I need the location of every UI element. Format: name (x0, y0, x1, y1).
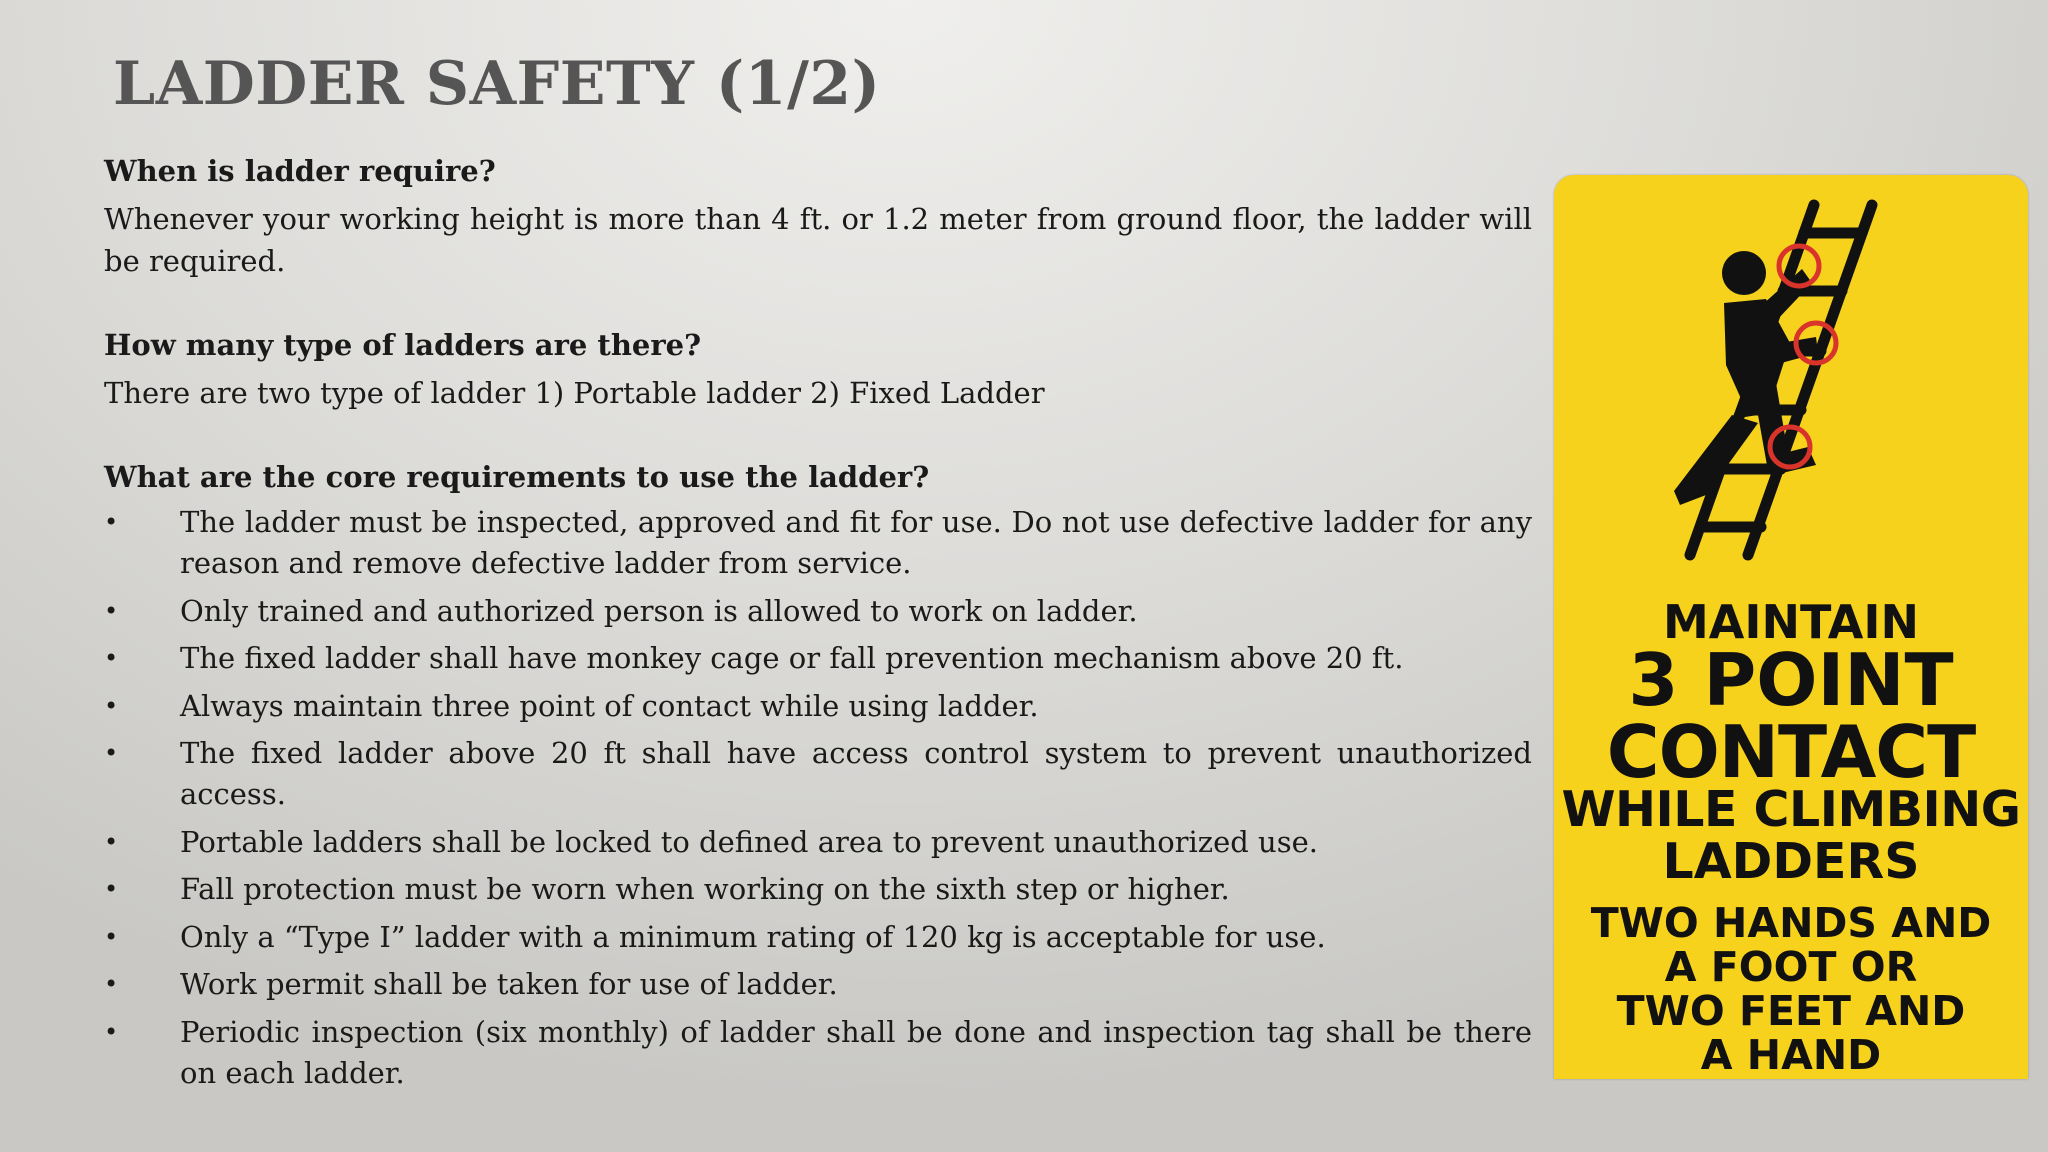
safety-sign (1554, 175, 2028, 1079)
sign-line-a-foot: A FOOT OR (1664, 943, 1918, 991)
sign-line-contact: CONTACT (1606, 710, 1976, 794)
bullet-icon: • (104, 596, 119, 625)
list-item: • The fixed ladder above 20 ft shall have access control system to prevent unauthorized access. (104, 733, 1532, 815)
list-item: • Always maintain three point of contact while using ladder. (104, 686, 1532, 727)
bullet-icon: • (104, 922, 119, 951)
slide-title: LADDER SAFETY (1/2) (113, 49, 881, 119)
slide-content (104, 150, 1532, 1100)
bullet-icon: • (104, 691, 119, 720)
list-item: • Only trained and authorized person is allowed to work on ladder. (104, 591, 1532, 632)
bullet-icon: • (104, 1017, 119, 1046)
bullet-icon: • (104, 644, 119, 672)
list-item: • Portable ladders shall be locked to defined area to prevent unauthorized use. (104, 822, 1532, 863)
section-heading-types: How many type of ladders are there? (104, 328, 702, 362)
bullet-icon: • (104, 970, 119, 998)
sign-line-two-feet: TWO FEET AND (1616, 987, 1966, 1035)
section-heading-when: When is ladder require? (104, 154, 496, 188)
bullet-icon: • (104, 508, 119, 536)
sign-line-maintain: MAINTAIN (1662, 595, 1919, 649)
bullet-icon: • (104, 827, 119, 856)
list-item: • Periodic inspection (six monthly) of ladder shall be done and inspection tag shall be there on each ladder. (104, 1012, 1532, 1094)
bullet-icon: • (104, 739, 119, 767)
section-text-types: There are two type of ladder 1) Portable ladder 2) Fixed Ladder (104, 376, 1045, 410)
requirements-list (104, 502, 1532, 1094)
section-heading-requirements: What are the core requirements to use the ladder? (104, 460, 930, 494)
list-item: • The ladder must be inspected, approved and fit for use. Do not use defective ladder for any reason and remove defective ladder from service. (104, 502, 1532, 584)
section-text-when: Whenever your working height is more than 4 ft. or 1.2 meter from ground floor, the ladder will be required. (104, 202, 1532, 278)
sign-line-while-climbing: WHILE CLIMBING (1561, 781, 2021, 838)
sign-line-ladders: LADDERS (1662, 833, 1920, 890)
sign-line-3-point: 3 POINT (1628, 638, 1954, 722)
list-item: • The fixed ladder shall have monkey cage or fall prevention mechanism above 20 ft. (104, 638, 1532, 679)
list-item: • Only a “Type I” ladder with a minimum rating of 120 kg is acceptable for use. (104, 917, 1532, 958)
sign-line-two-hands: TWO HANDS AND (1590, 899, 1992, 947)
bullet-icon: • (104, 875, 119, 903)
list-item: • Work permit shall be taken for use of ladder. (104, 964, 1532, 1005)
ladder-climber-icon (1554, 175, 2028, 595)
sign-line-a-hand: A HAND (1700, 1031, 1882, 1079)
list-item: • Fall protection must be worn when working on the sixth step or higher. (104, 869, 1532, 910)
